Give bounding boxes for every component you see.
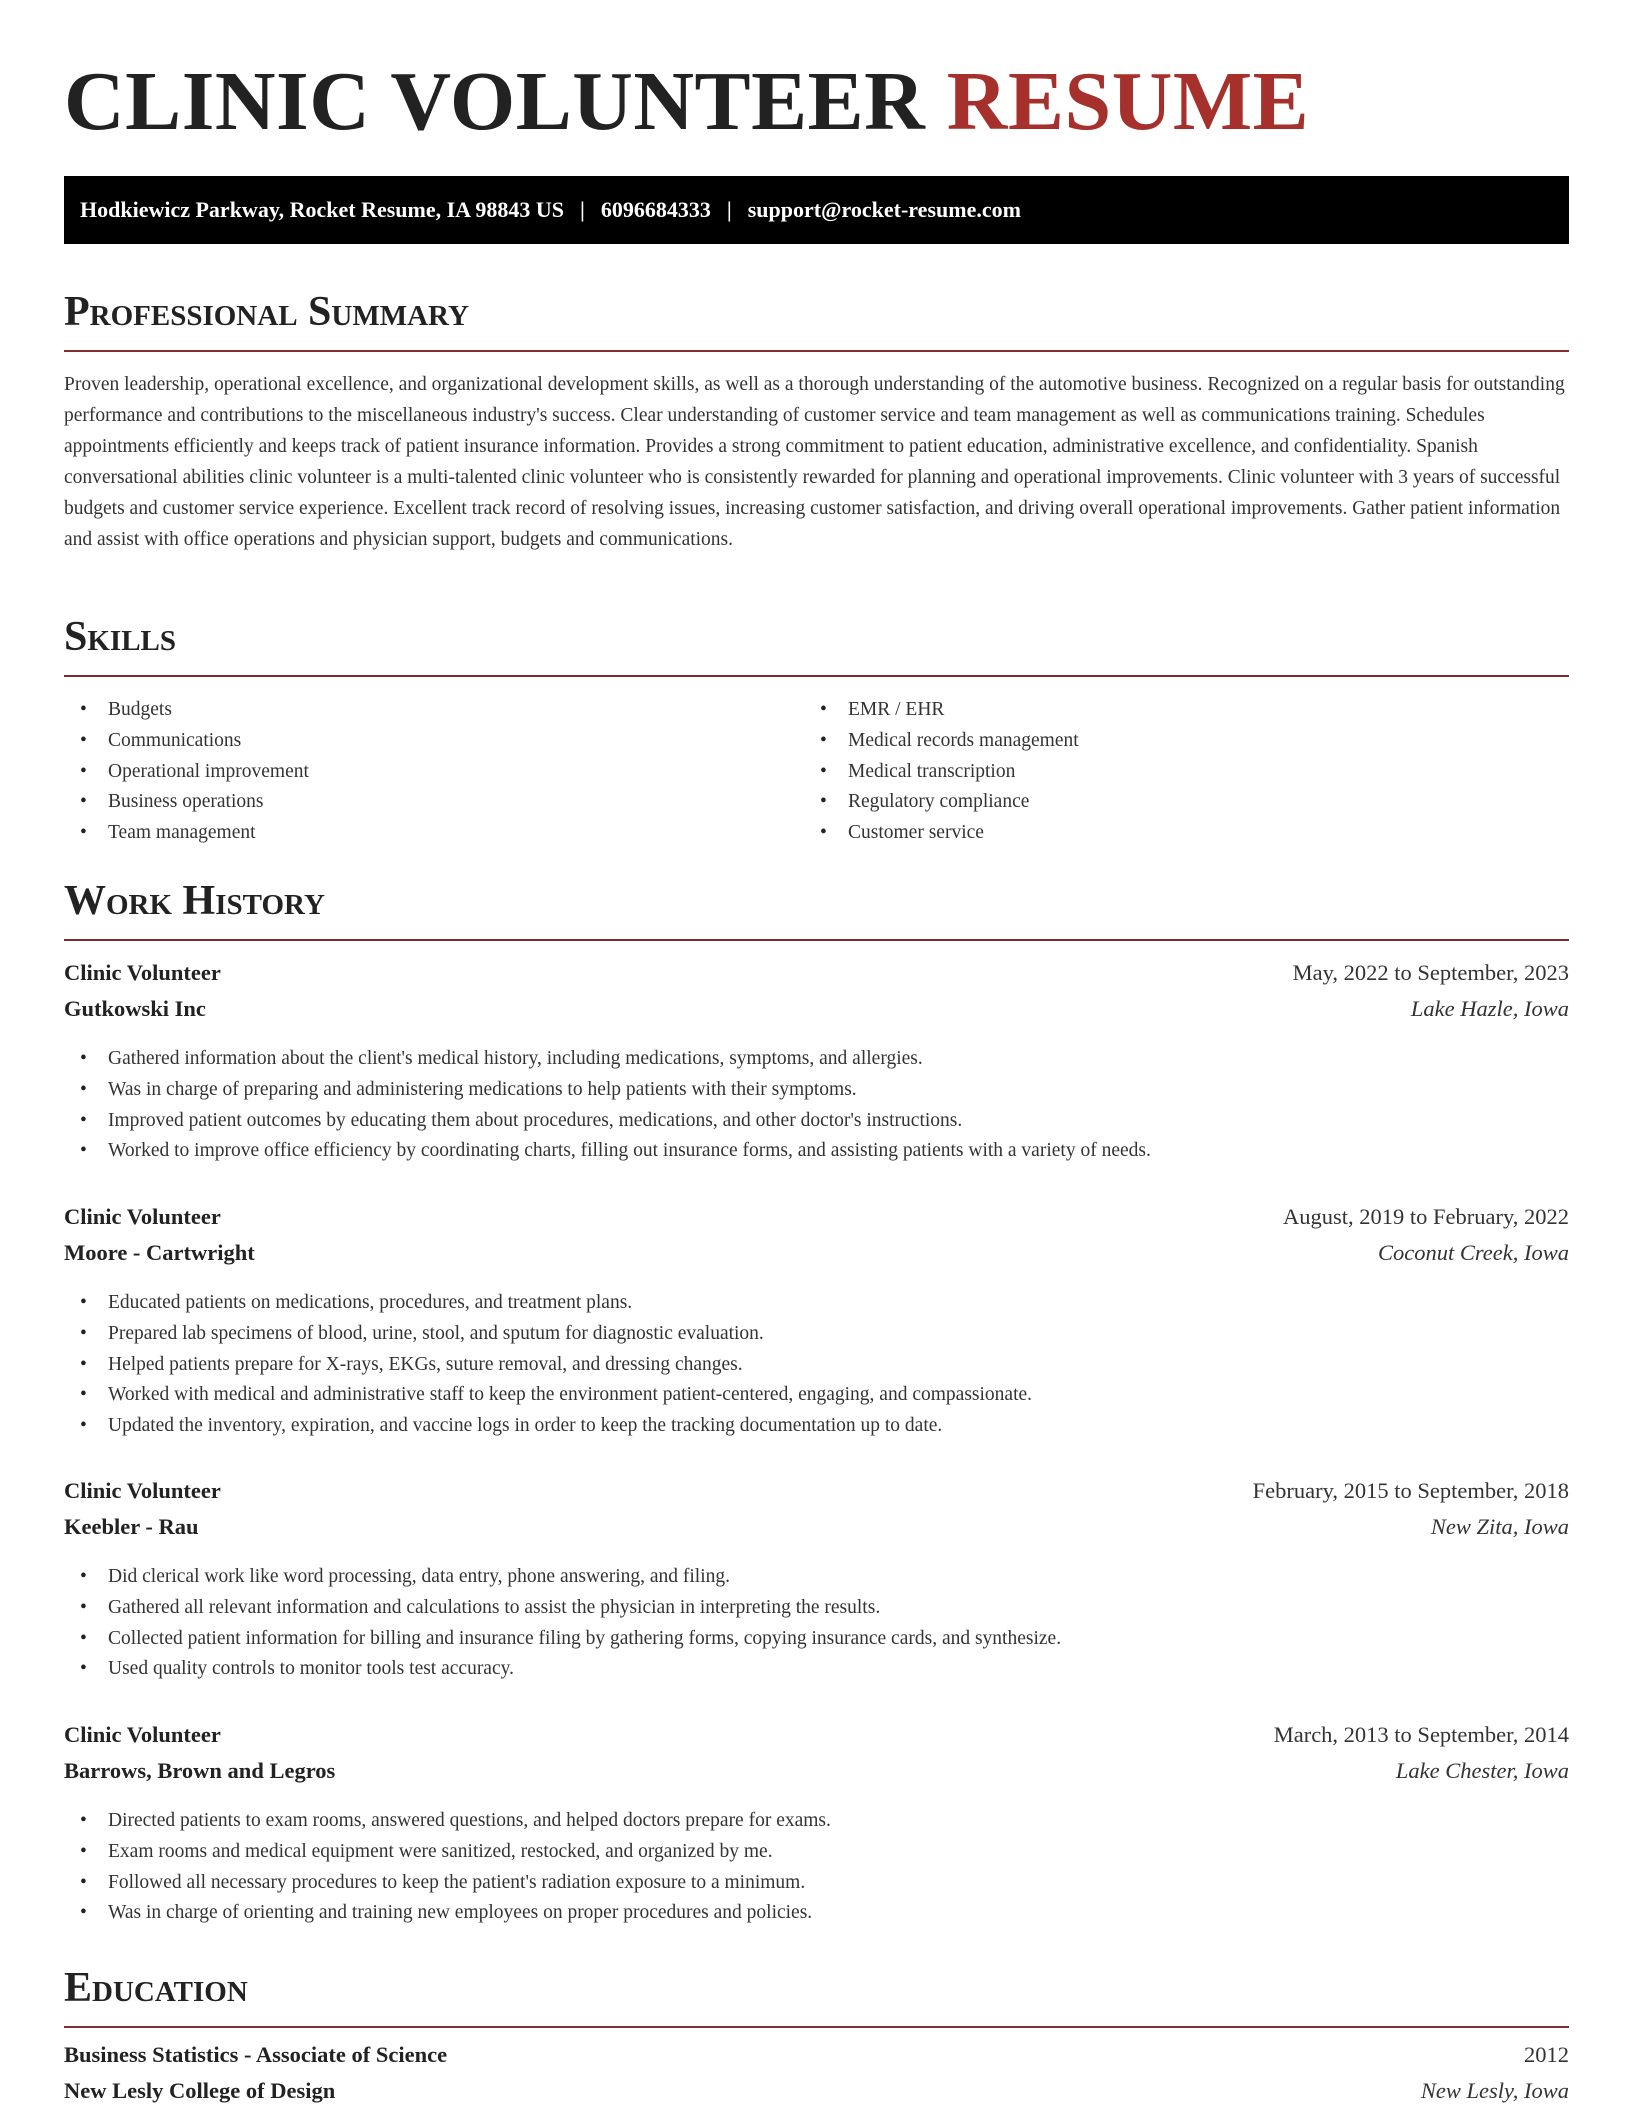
- job-company: Barrows, Brown and Legros: [64, 1758, 336, 1783]
- skills-list-left: [64, 695, 764, 849]
- job-duty: • Prepared lab specimens of blood, urine, stool, and sputum for diagnostic evaluation.: [64, 1319, 1569, 1350]
- job-dates: May, 2022 to September, 2023: [1292, 960, 1569, 985]
- job-title: Clinic Volunteer: [64, 1204, 221, 1229]
- section-heading-summary: Professional Summary: [64, 286, 1569, 352]
- skill-item: • Operational improvement: [64, 757, 764, 788]
- job-duty: • Educated patients on medications, procedures, and treatment plans.: [64, 1288, 1569, 1319]
- job-company: Keebler - Rau: [64, 1514, 199, 1539]
- education-year: 2012: [1524, 2042, 1569, 2067]
- skill-item: • Regulatory compliance: [804, 787, 1504, 818]
- section-heading-work-history: Work History: [64, 875, 1569, 941]
- job-duty: • Worked to improve office efficiency by coordinating charts, filling out insurance forms, and assisting patients with a variety of needs.: [64, 1136, 1569, 1167]
- job-duty: • Was in charge of orienting and training new employees on proper procedures and policies.: [64, 1898, 1569, 1929]
- job-duty: • Improved patient outcomes by educating them about procedures, medications, and other doctor's instructions.: [64, 1106, 1569, 1137]
- job-duties: [64, 1806, 1569, 1929]
- title-accent: RESUME: [946, 55, 1310, 148]
- job-duty: • Updated the inventory, expiration, and vaccine logs in order to keep the tracking documentation up to date.: [64, 1411, 1569, 1442]
- job-duties: [64, 1044, 1569, 1167]
- job-duty: • Worked with medical and administrative staff to keep the environment patient-centered, engaging, and compassionate.: [64, 1380, 1569, 1411]
- skills-list-right: [804, 695, 1504, 849]
- skill-item: • Medical records management: [804, 726, 1504, 757]
- skill-item: • Business operations: [64, 787, 764, 818]
- contact-separator: |: [579, 197, 585, 222]
- job-duty: • Directed patients to exam rooms, answered questions, and helped doctors prepare for exams.: [64, 1806, 1569, 1837]
- contact-address: Hodkiewicz Parkway, Rocket Resume, IA 98843 US: [80, 197, 564, 222]
- job-location: Coconut Creek, Iowa: [1377, 1240, 1569, 1265]
- job-title: Clinic Volunteer: [64, 960, 221, 985]
- job-duties: [64, 1562, 1569, 1685]
- skill-item: • Medical transcription: [804, 757, 1504, 788]
- job-duty: • Did clerical work like word processing, data entry, phone answering, and filing.: [64, 1562, 1569, 1593]
- job-duty: • Followed all necessary procedures to keep the patient's radiation exposure to a minimum.: [64, 1868, 1569, 1899]
- title-main: CLINIC VOLUNTEER: [64, 55, 926, 148]
- job-company: Gutkowski Inc: [64, 996, 206, 1021]
- job-dates: March, 2013 to September, 2014: [1273, 1722, 1569, 1747]
- job-duty: • Collected patient information for billing and insurance filing by gathering forms, copying insurance cards, and synthesize.: [64, 1624, 1569, 1655]
- education-degree: Business Statistics - Associate of Science: [64, 2042, 448, 2067]
- skill-item: • Customer service: [804, 818, 1504, 849]
- work-entry: [64, 960, 1569, 1167]
- job-location: Lake Chester, Iowa: [1395, 1758, 1569, 1783]
- job-title: Clinic Volunteer: [64, 1478, 221, 1503]
- resume-title: [64, 52, 1309, 152]
- education-entry: [64, 2042, 1569, 2114]
- job-dates: August, 2019 to February, 2022: [1282, 1204, 1569, 1229]
- skill-item: • Team management: [64, 818, 764, 849]
- work-entry: [64, 1478, 1569, 1685]
- work-entry: [64, 1204, 1569, 1442]
- skill-item: • EMR / EHR: [804, 695, 1504, 726]
- work-entry: [64, 1722, 1569, 1929]
- job-location: Lake Hazle, Iowa: [1410, 996, 1569, 1021]
- job-duty: • Used quality controls to monitor tools test accuracy.: [64, 1654, 1569, 1685]
- job-location: New Zita, Iowa: [1430, 1514, 1569, 1539]
- job-duty: • Was in charge of preparing and administering medications to help patients with their symptoms.: [64, 1075, 1569, 1106]
- section-heading-education: Education: [64, 1962, 1569, 2028]
- job-title: Clinic Volunteer: [64, 1722, 221, 1747]
- skill-item: • Budgets: [64, 695, 764, 726]
- contact-bar: [64, 176, 1569, 244]
- job-duty: • Gathered information about the client's medical history, including medications, symptoms, and allergies.: [64, 1044, 1569, 1075]
- education-school: New Lesly College of Design: [64, 2078, 336, 2103]
- contact-separator: |: [726, 197, 732, 222]
- contact-phone: 6096684333: [600, 197, 711, 222]
- section-heading-skills: Skills: [64, 611, 1569, 677]
- job-duties: [64, 1288, 1569, 1442]
- education-location: New Lesly, Iowa: [1420, 2078, 1569, 2103]
- job-dates: February, 2015 to September, 2018: [1252, 1478, 1569, 1503]
- contact-email[interactable]: support@rocket-resume.com: [747, 197, 1021, 222]
- job-duty: • Exam rooms and medical equipment were sanitized, restocked, and organized by me.: [64, 1837, 1569, 1868]
- skill-item: • Communications: [64, 726, 764, 757]
- job-duty: • Gathered all relevant information and calculations to assist the physician in interpreting the results.: [64, 1593, 1569, 1624]
- job-duty: • Helped patients prepare for X-rays, EKGs, suture removal, and dressing changes.: [64, 1350, 1569, 1381]
- job-company: Moore - Cartwright: [64, 1240, 255, 1265]
- summary-text: Proven leadership, operational excellence, and organizational development skills, as well as a thorough understanding of the automotive business. Recognized on a regular basis for outstanding performance and contributions to the miscellaneous industry's success. Clear understanding of customer service and team management as well as communications training. Schedules appointments efficiently and keeps track of patient insurance information. Provides a strong commitment to patient education, administrative excellence, and confidentiality. Spanish conversational abilities clinic volunteer is a multi-talented clinic volunteer who is consistently rewarded for planning and operational improvements. Clinic volunteer with 3 years of successful budgets and customer service experience. Excellent track record of resolving issues, increasing customer satisfaction, and driving overall operational improvements. Gather patient information and assist with office operations and physician support, budgets and communications.: [64, 374, 1565, 550]
